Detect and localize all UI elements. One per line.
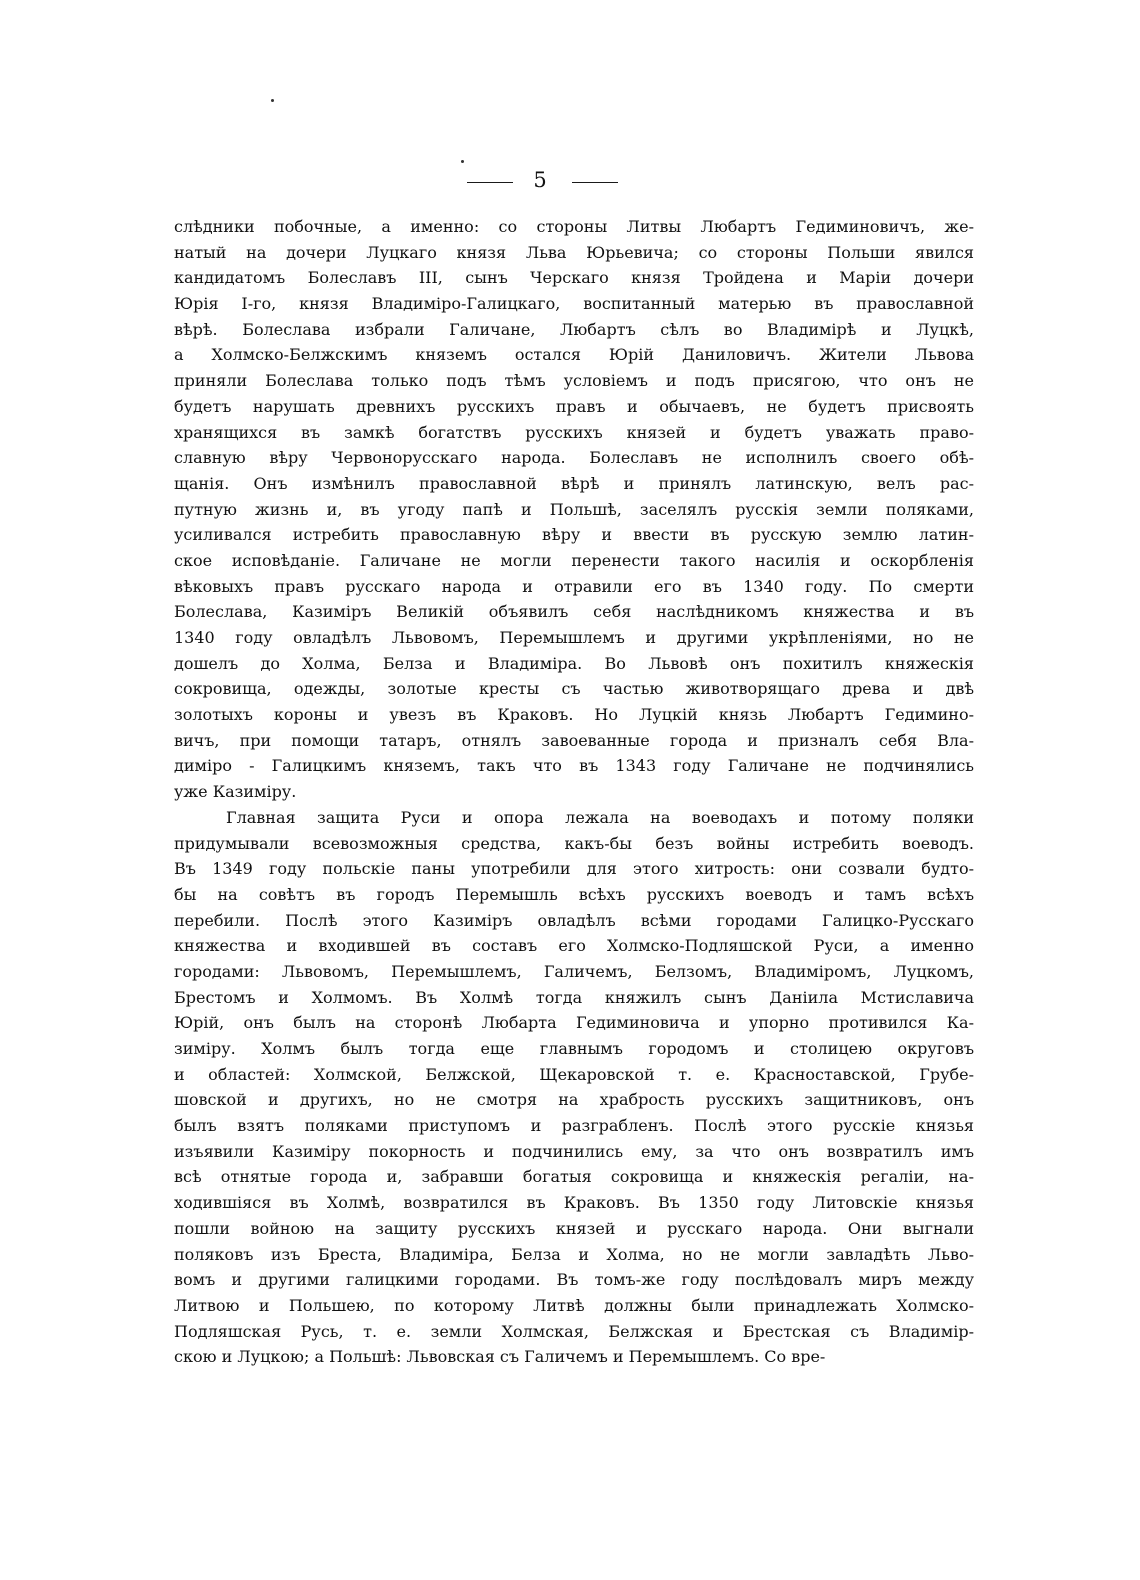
text-line: Въ 1349 году польскіе паны употребили для этого хитрость: они созвали будто- xyxy=(174,859,974,879)
text-line: изъявили Казиміру покорность и подчинились ему, за что онъ возвратилъ имъ xyxy=(174,1141,974,1161)
text-line: хранящихся въ замкѣ богатствъ русскихъ князей и будетъ уважать право- xyxy=(174,422,974,442)
text-line: натый на дочери Луцкаго князя Льва Юрьевича; со стороны Польши явился xyxy=(174,242,974,262)
text-line: ское исповѣданіе. Галичане не могли перенести такого насилія и оскорбленія xyxy=(174,550,974,570)
text-line: кандидатомъ Болеславъ III, сынъ Черскаго князя Тройдена и Маріи дочери xyxy=(174,268,974,288)
text-line: путную жизнь и, въ угоду папѣ и Польшѣ, заселялъ русскія земли поляками, xyxy=(174,499,974,519)
header-rule-left xyxy=(467,182,513,183)
text-line: Брестомъ и Холмомъ. Въ Холмѣ тогда княжилъ сынъ Даніила Мстиславича xyxy=(174,987,974,1007)
text-line: придумывали всевозможныя средства, какъ-бы безъ войны истребить воеводъ. xyxy=(174,833,974,853)
text-line: диміро - Галицкимъ княземъ, такъ что въ 1343 году Галичане не подчинялись xyxy=(174,756,974,776)
text-line: усиливался истребить православную вѣру и ввести въ русскую землю латин- xyxy=(174,525,974,545)
text-line: вомъ и другими галицкими городами. Въ томъ-же году послѣдовалъ миръ между xyxy=(174,1270,974,1290)
text-line: Главная защита Руси и опора лежала на воеводахъ и потому поляки xyxy=(226,807,974,827)
text-line: городами: Львовомъ, Перемышлемъ, Галичемъ, Белзомъ, Владиміромъ, Луцкомъ, xyxy=(174,961,974,981)
text-line: пошли войною на защиту русскихъ князей и русскаго народа. Они выгнали xyxy=(174,1218,974,1238)
text-line: ходившіяся въ Холмѣ, возвратился въ Краковъ. Въ 1350 году Литовскіе князья xyxy=(174,1193,974,1213)
text-line: вѣрѣ. Болеслава избрали Галичане, Любартъ сѣлъ во Владимірѣ и Луцкѣ, xyxy=(174,319,974,339)
page-number: 5 xyxy=(533,168,547,192)
scan-speck xyxy=(271,99,274,102)
header-rule-right xyxy=(572,182,618,183)
text-line: приняли Болеслава только подъ тѣмъ условіемъ и подъ присягою, что онъ не xyxy=(174,371,974,391)
text-line: дошелъ до Холма, Белза и Владиміра. Во Львовѣ онъ похитилъ княжескія xyxy=(174,653,974,673)
text-line: и областей: Холмской, Белжской, Щекаровской т. е. Красноставской, Грубе- xyxy=(174,1064,974,1084)
text-line: а Холмско-Белжскимъ княземъ остался Юрій Даниловичъ. Жители Львова xyxy=(174,345,974,365)
text-line: славную вѣру Червонорусскаго народа. Болеславъ не исполнилъ своего обѣ- xyxy=(174,448,974,468)
text-line: Подляшская Русь, т. е. земли Холмская, Белжская и Брестская съ Владимір- xyxy=(174,1321,974,1341)
text-line: 1340 году овладѣлъ Львовомъ, Перемышлемъ и другими укрѣпленіями, но не xyxy=(174,628,974,647)
text-line: слѣдники побочные, а именно: со стороны Литвы Любартъ Гедиминовичъ, же- xyxy=(174,217,974,236)
paragraph-1 xyxy=(174,214,974,805)
text-line: Юрія I-го, князя Владиміро-Галицкаго, воспитанный матерью въ православной xyxy=(174,294,974,314)
paragraph-2 xyxy=(174,805,974,1370)
text-line: всѣ отнятые города и, забравши богатыя сокровища и княжескія регаліи, на- xyxy=(174,1167,974,1187)
text-line: скою и Луцкою; а Польшѣ: Львовская съ Галичемъ и Перемышлемъ. Со вре- xyxy=(174,1347,826,1367)
text-line: Юрій, онъ былъ на сторонѣ Любарта Гедиминовича и упорно противился Ка- xyxy=(174,1013,974,1033)
text-line: сокровища, одежды, золотые кресты съ частью животворящаго древа и двѣ xyxy=(174,679,974,699)
text-line: будетъ нарушать древнихъ русскихъ правъ и обычаевъ, не будетъ присвоять xyxy=(174,396,974,416)
text-line: уже Казиміру. xyxy=(174,782,297,802)
text-line: шовской и другихъ, но не смотря на храбрость русскихъ защитниковъ, онъ xyxy=(174,1090,974,1110)
scan-speck xyxy=(461,160,464,163)
text-line: зиміру. Холмъ былъ тогда еще главнымъ городомъ и столицею округовъ xyxy=(174,1039,974,1058)
text-line: бы на совѣтъ въ городъ Перемышль всѣхъ русскихъ воеводъ и тамъ всѣхъ xyxy=(174,884,974,904)
text-line: княжества и входившей въ составъ его Холмско-Подляшской Руси, а именно xyxy=(174,936,974,956)
text-line: поляковъ изъ Бреста, Владиміра, Белза и Холма, но не могли завладѣть Льво- xyxy=(174,1244,974,1264)
text-line: Литвою и Польшею, по которому Литвѣ должны были принадлежать Холмско- xyxy=(174,1295,974,1315)
text-line: былъ взятъ поляками приступомъ и разграбленъ. Послѣ этого русскіе князья xyxy=(174,1116,974,1136)
text-line: щанія. Онъ измѣнилъ православной вѣрѣ и принялъ латинскую, велъ рас- xyxy=(174,473,974,493)
text-line: вѣковыхъ правъ русскаго народа и отравили его въ 1340 году. По смерти xyxy=(174,576,974,596)
text-line: перебили. Послѣ этого Казиміръ овладѣлъ всѣми городами Галицко-Русскаго xyxy=(174,910,974,930)
text-line: Болеслава, Казиміръ Великій объявилъ себя наслѣдникомъ княжества и въ xyxy=(174,602,974,622)
text-line: золотыхъ короны и увезъ въ Краковъ. Но Луцкій князь Любартъ Гедимино- xyxy=(174,705,974,725)
body-text xyxy=(174,214,974,1370)
text-line: вичъ, при помощи татаръ, отнялъ завоеванные города и призналъ себя Вла- xyxy=(174,730,974,750)
